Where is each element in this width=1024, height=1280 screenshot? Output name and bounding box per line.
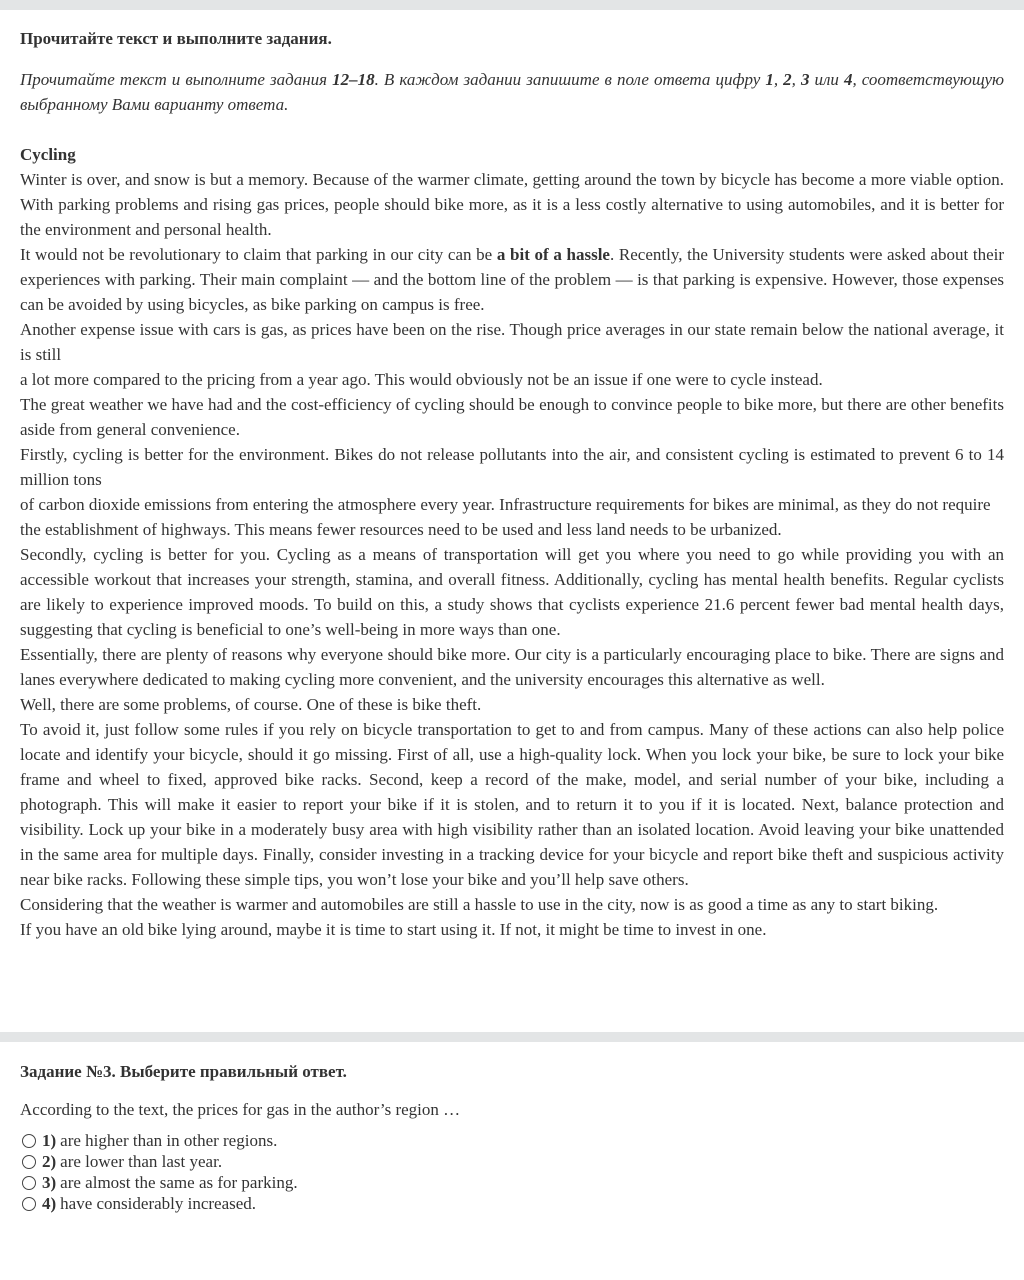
highlighted-phrase: a bit of a hassle [496, 245, 610, 264]
instruction-digit: 1 [765, 70, 774, 89]
radio-button[interactable] [22, 1155, 36, 1169]
reading-section [0, 28, 1024, 1032]
option-text: are higher than in other regions. [60, 1131, 278, 1150]
text-paragraph: a lot more compared to the pricing from a year ago. This would obviously not be an issue if one were to cycle instead. [20, 370, 823, 389]
option-text: are almost the same as for parking. [60, 1173, 298, 1192]
answer-option-4[interactable] [20, 1193, 1004, 1214]
text-paragraph [20, 242, 1004, 317]
instruction-text: , соответствующую выбранному Вами варианту ответа. [20, 70, 1005, 114]
top-divider [0, 0, 1024, 10]
text-paragraph: Winter is over, and snow is but a memory. Because of the warmer climate, getting around the town by bicycle has become a more viable option. With parking problems and rising gas prices, people should bike more, as it is a less costly alternative to using automobiles, and it is better for the environment and personal health. [20, 170, 1004, 239]
answer-option-1[interactable] [20, 1130, 1004, 1151]
text-title: Cycling [20, 145, 76, 164]
instruction-digit: 3 [800, 70, 810, 89]
text-paragraph: If you have an old bike lying around, maybe it is time to start using it. If not, it might be time to invest in one. [20, 920, 767, 939]
text-paragraph: Considering that the weather is warmer and automobiles are still a hassle to use in the city, now is as good a time as any to start biking. [20, 895, 939, 914]
text-paragraph: Secondly, cycling is better for you. Cycling as a means of transportation will get you where you need to go while providing you with an accessible workout that increases your strength, stamina, and overall fitness. Additionally, cycling has mental health benefits. Regular cyclists are likely to experience improved moods. To build on this, a study shows that cyclists experience 21.6 percent fewer bad mental health days, suggesting that cycling is beneficial to one’s well-being in more ways than one. [20, 545, 1004, 639]
text-paragraph: of carbon dioxide emissions from entering the atmosphere every year. Infrastructure requirements for bikes are minimal, as they do not require [20, 495, 991, 514]
instruction-text: или [809, 70, 844, 89]
option-text: are lower than last year. [60, 1152, 223, 1171]
option-number: 4) [42, 1194, 57, 1213]
option-number: 2) [42, 1152, 57, 1171]
text-paragraph: To avoid it, just follow some rules if you rely on bicycle transportation to get to and from campus. Many of these actions can also help police locate and identify your bicycle, should it go missing. First of all, use a high-quality lock. When you lock your bike, be sure to lock your bike frame and wheel to fixed, approved bike racks. Second, keep a record of the make, model, and serial number of your bike, including a photograph. This will make it easier to report your bike if it is stolen, and to return it to you if it is located. Next, balance protection and visibility. Lock up your bike in a moderately busy area with high visibility rather than an isolated location. Avoid leaving your bike unattended in the same area for multiple days. Finally, consider investing in a tracking device for your bicycle and report bike theft and suspicious activity near bike racks. Following these simple tips, you won’t lose your bike and you’ll help save others. [20, 720, 1004, 889]
instruction-digit: 2 [783, 70, 792, 89]
answer-option-3[interactable] [20, 1172, 1004, 1193]
paragraph-text: . Recently, the University students were asked about their experiences with parking. Their main complaint — and the bottom line of the problem — is that parking is expensive. However, those expenses can be avoided by using bicycles, as bike parking on campus is free. [20, 245, 1004, 314]
radio-button[interactable] [22, 1176, 36, 1190]
page-title: Прочитайте текст и выполните задания. [20, 29, 332, 48]
section-divider [0, 1032, 1024, 1042]
text-paragraph: Another expense issue with cars is gas, as prices have been on the rise. Though price averages in our state remain below the national average, it is still [20, 320, 1004, 364]
paragraph-text: It would not be revolutionary to claim that parking in our city can be [20, 245, 497, 264]
option-number: 1) [42, 1131, 57, 1150]
text-paragraph: the establishment of highways. This means fewer resources need to be used and less land needs to be urbanized. [20, 520, 782, 539]
instruction-digit: 4 [843, 70, 853, 89]
instruction-text: . В каждом задании запишите в поле ответа цифру [374, 70, 766, 89]
text-paragraph: Essentially, there are plenty of reasons why everyone should bike more. Our city is a particularly encouraging place to bike. There are signs and lanes everywhere dedicated to making cycling more convenient, and the university encourages this alternative as well. [20, 645, 1004, 689]
text-paragraph: Firstly, cycling is better for the environment. Bikes do not release pollutants into the air, and consistent cycling is estimated to prevent 6 to 14 million tons [20, 445, 1004, 489]
text-paragraph: Well, there are some problems, of course. One of these is bike theft. [20, 695, 482, 714]
instruction-range: 12–18 [332, 70, 375, 89]
option-text: have considerably increased. [60, 1194, 257, 1213]
text-paragraph: The great weather we have had and the cost-efficiency of cycling should be enough to convince people to bike more, but there are other benefits aside from general convenience. [20, 395, 1004, 439]
question-text: According to the text, the prices for gas in the author’s region … [20, 1100, 461, 1119]
instruction-separator: , [773, 70, 784, 89]
task-heading: Задание №3. Выберите правильный ответ. [20, 1062, 347, 1081]
spacer [20, 942, 1004, 1032]
instruction-text: Прочитайте текст и выполните задания [20, 70, 333, 89]
task-instruction [20, 67, 1004, 117]
radio-button[interactable] [22, 1197, 36, 1211]
task-section [0, 1061, 1024, 1214]
answer-option-2[interactable] [20, 1151, 1004, 1172]
option-number: 3) [42, 1173, 57, 1192]
radio-button[interactable] [22, 1134, 36, 1148]
instruction-separator: , [791, 70, 801, 89]
